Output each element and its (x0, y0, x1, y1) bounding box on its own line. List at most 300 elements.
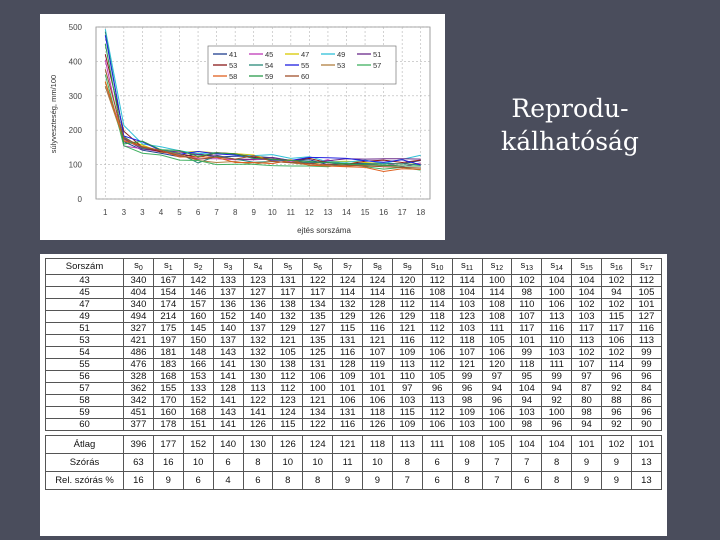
table-cell: 112 (273, 383, 303, 395)
table-cell: 101 (363, 371, 393, 383)
table-cell: 166 (183, 359, 213, 371)
table-cell: 16 (153, 454, 183, 472)
table-cell: 109 (333, 371, 363, 383)
table-cell: 87 (572, 383, 602, 395)
table-cell: 141 (213, 395, 243, 407)
x-tick-label: 10 (267, 208, 277, 217)
legend-entry: 53 (337, 61, 346, 70)
x-tick-label: 5 (177, 208, 182, 217)
table-cell: 112 (631, 275, 661, 287)
table-cell: 131 (303, 359, 333, 371)
table-cell: 108 (422, 287, 452, 299)
table-cell: 116 (542, 323, 572, 335)
table-cell: 111 (542, 359, 572, 371)
table-cell: 8 (303, 472, 333, 490)
x-tick-label: 17 (397, 208, 407, 217)
table-cell: 152 (213, 311, 243, 323)
column-header: $s_2$ (183, 259, 213, 275)
table-cell: 6 (243, 472, 273, 490)
table-cell: 104 (512, 383, 542, 395)
table-cell: 113 (392, 359, 422, 371)
table-cell: 140 (213, 323, 243, 335)
table-cell: 124 (363, 275, 393, 287)
legend-entry: 47 (301, 50, 310, 59)
table-cell: 160 (153, 407, 183, 419)
table-cell: 112 (422, 323, 452, 335)
x-tick-label: 1 (103, 208, 108, 217)
table-cell: 10 (303, 454, 333, 472)
table-cell: 96 (631, 371, 661, 383)
table-cell: 80 (572, 395, 602, 407)
table-cell: 102 (602, 299, 632, 311)
table-cell: 6 (183, 472, 213, 490)
table-cell: 154 (153, 287, 183, 299)
table-cell: 112 (392, 299, 422, 311)
table-cell: 113 (631, 335, 661, 347)
table-cell: 109 (392, 419, 422, 431)
table-row (46, 275, 662, 287)
table-cell: 116 (392, 287, 422, 299)
x-tick-label: 8 (232, 208, 238, 217)
row-label: 45 (46, 287, 124, 299)
slide-title-line-2: kálhatóság (501, 127, 639, 156)
table-cell: 153 (183, 371, 213, 383)
table-cell: 96 (452, 383, 482, 395)
row-label: 54 (46, 347, 124, 359)
table-cell: 404 (124, 287, 154, 299)
table-cell: 8 (273, 472, 303, 490)
table-cell: 129 (392, 311, 422, 323)
table-cell: 103 (452, 419, 482, 431)
table-cell: 96 (602, 371, 632, 383)
table-cell: 168 (183, 407, 213, 419)
table-cell: 8 (243, 454, 273, 472)
table-cell: 10 (363, 454, 393, 472)
table-cell: 112 (422, 335, 452, 347)
table-cell: 97 (572, 371, 602, 383)
table-cell: 110 (542, 335, 572, 347)
table-cell: 117 (303, 287, 333, 299)
slide-title (480, 92, 660, 158)
table-cell: 106 (422, 347, 452, 359)
table-cell: 377 (124, 419, 154, 431)
table-cell: 113 (572, 335, 602, 347)
column-header: $s_{10}$ (422, 259, 452, 275)
table-cell: 130 (243, 436, 273, 454)
table-cell: 86 (631, 395, 661, 407)
row-label: 57 (46, 383, 124, 395)
y-tick-label: 500 (68, 23, 82, 32)
table-cell: 107 (512, 311, 542, 323)
table-cell: 168 (153, 371, 183, 383)
x-tick-label: 16 (379, 208, 389, 217)
table-cell: 112 (422, 359, 452, 371)
table-cell: 133 (213, 275, 243, 287)
table-cell: 145 (183, 323, 213, 335)
table-cell: 103 (572, 311, 602, 323)
column-header: $s_{16}$ (602, 259, 632, 275)
table-cell: 132 (243, 335, 273, 347)
table-cell: 7 (482, 472, 512, 490)
table-cell: 328 (124, 371, 154, 383)
table-cell: 121 (363, 335, 393, 347)
row-label: Átlag (46, 436, 124, 454)
table-cell: 96 (602, 407, 632, 419)
table-cell: 118 (452, 335, 482, 347)
table-cell: 109 (392, 347, 422, 359)
table-cell: 113 (243, 383, 273, 395)
table-stat-row (46, 472, 662, 490)
table-cell: 123 (273, 395, 303, 407)
table-cell: 8 (392, 454, 422, 472)
table-cell: 9 (363, 472, 393, 490)
table-cell: 9 (333, 472, 363, 490)
legend-entry: 58 (229, 72, 238, 81)
table-cell: 9 (602, 472, 632, 490)
x-tick-label: 12 (304, 208, 314, 217)
table-cell: 129 (333, 311, 363, 323)
column-header: $s_1$ (153, 259, 183, 275)
table-cell: 116 (363, 323, 393, 335)
table-cell: 117 (273, 287, 303, 299)
table-cell: 102 (602, 436, 632, 454)
table-cell: 98 (572, 407, 602, 419)
table-cell: 123 (452, 311, 482, 323)
row-label: 58 (46, 395, 124, 407)
table-cell: 130 (243, 371, 273, 383)
x-tick-label: 15 (360, 208, 370, 217)
table-cell: 117 (602, 323, 632, 335)
table-cell: 160 (183, 311, 213, 323)
table-cell: 92 (542, 395, 572, 407)
table-cell: 107 (452, 347, 482, 359)
table-cell: 7 (392, 472, 422, 490)
table-cell: 97 (482, 371, 512, 383)
table-cell: 137 (243, 323, 273, 335)
table-cell: 105 (631, 287, 661, 299)
column-header: $s_5$ (273, 259, 303, 275)
table-cell: 115 (273, 419, 303, 431)
row-label: 43 (46, 275, 124, 287)
table-cell: 113 (422, 395, 452, 407)
table-cell: 142 (183, 275, 213, 287)
table-cell: 103 (542, 347, 572, 359)
legend-entry: 45 (265, 50, 274, 59)
table-cell: 105 (273, 347, 303, 359)
table-cell: 121 (452, 359, 482, 371)
table-cell: 120 (482, 359, 512, 371)
row-label: 59 (46, 407, 124, 419)
table-cell: 120 (392, 275, 422, 287)
table-cell: 105 (422, 371, 452, 383)
row-label: 47 (46, 299, 124, 311)
table-cell: 13 (631, 472, 661, 490)
y-axis-label: súlyveszteség, mm/100 (49, 74, 58, 154)
table-cell: 117 (572, 323, 602, 335)
table-cell: 127 (243, 287, 273, 299)
column-header: $s_4$ (243, 259, 273, 275)
column-header: $s_{13}$ (512, 259, 542, 275)
table-cell: 327 (124, 323, 154, 335)
table-cell: 181 (153, 347, 183, 359)
y-tick-label: 400 (68, 57, 82, 67)
table-cell: 134 (303, 299, 333, 311)
table-cell: 9 (153, 472, 183, 490)
table-cell: 131 (333, 335, 363, 347)
table-cell: 108 (482, 299, 512, 311)
slide-title-line-1: Reprodu- (511, 94, 629, 123)
table-cell: 129 (273, 323, 303, 335)
table-cell: 148 (183, 347, 213, 359)
table-cell: 103 (452, 299, 482, 311)
table-cell: 108 (452, 436, 482, 454)
legend-entry: 59 (265, 72, 274, 81)
table-cell: 98 (512, 419, 542, 431)
table-cell: 141 (213, 419, 243, 431)
table-cell: 177 (153, 436, 183, 454)
table-cell: 101 (631, 299, 661, 311)
table-cell: 167 (153, 275, 183, 287)
row-label: 49 (46, 311, 124, 323)
x-tick-label: 3 (121, 208, 127, 217)
table-cell: 114 (602, 359, 632, 371)
table-cell: 132 (273, 311, 303, 323)
row-label: 55 (46, 359, 124, 371)
table-cell: 141 (243, 407, 273, 419)
table-cell: 133 (183, 383, 213, 395)
table-cell: 63 (124, 454, 154, 472)
x-tick-label: 18 (416, 208, 426, 217)
table-cell: 362 (124, 383, 154, 395)
table-cell: 6 (422, 472, 452, 490)
table-cell: 110 (512, 299, 542, 311)
row-label: 51 (46, 323, 124, 335)
reproducibility-table (45, 258, 662, 490)
table-cell: 96 (542, 419, 572, 431)
table-cell: 109 (452, 407, 482, 419)
table-cell: 99 (631, 359, 661, 371)
table-cell: 123 (243, 275, 273, 287)
y-tick-label: 100 (68, 160, 82, 170)
table-cell: 136 (243, 299, 273, 311)
table-cell: 100 (482, 419, 512, 431)
table-cell: 96 (482, 395, 512, 407)
table-cell: 101 (363, 383, 393, 395)
table-cell: 106 (602, 335, 632, 347)
table-cell: 124 (333, 275, 363, 287)
row-label: Szórás (46, 454, 124, 472)
table-row (46, 311, 662, 323)
table-cell: 124 (303, 436, 333, 454)
table-cell: 102 (572, 299, 602, 311)
table-cell: 451 (124, 407, 154, 419)
table-cell: 94 (602, 287, 632, 299)
table-cell: 11 (333, 454, 363, 472)
table-cell: 138 (273, 299, 303, 311)
table-header-row (46, 259, 662, 275)
table-cell: 104 (452, 287, 482, 299)
legend-entry: 55 (301, 61, 310, 70)
table-cell: 100 (303, 383, 333, 395)
table-cell: 106 (482, 407, 512, 419)
table-cell: 170 (153, 395, 183, 407)
x-tick-label: 9 (251, 208, 256, 217)
y-tick-label: 200 (68, 126, 82, 136)
table-cell: 421 (124, 335, 154, 347)
table-cell: 118 (422, 311, 452, 323)
table-cell: 92 (602, 383, 632, 395)
table-cell: 92 (602, 419, 632, 431)
legend-entry: 53 (229, 61, 238, 70)
table-cell: 7 (512, 454, 542, 472)
y-tick-label: 300 (68, 91, 82, 101)
table-cell: 103 (452, 323, 482, 335)
table-cell: 197 (153, 335, 183, 347)
table-cell: 102 (602, 347, 632, 359)
table-cell: 94 (542, 383, 572, 395)
column-header: $s_{12}$ (482, 259, 512, 275)
table-cell: 10 (183, 454, 213, 472)
table-cell: 126 (243, 419, 273, 431)
table-cell: 9 (602, 454, 632, 472)
table-cell: 132 (333, 299, 363, 311)
table-cell: 101 (512, 335, 542, 347)
table-cell: 118 (512, 359, 542, 371)
table-stat-row (46, 436, 662, 454)
table-cell: 342 (124, 395, 154, 407)
table-cell: 107 (572, 359, 602, 371)
x-tick-label: 3 (140, 208, 145, 217)
row-label: Rel. szórás % (46, 472, 124, 490)
table-stat-row (46, 454, 662, 472)
legend-entry: 60 (301, 72, 310, 81)
table-corner-label: Sorszám (46, 259, 124, 275)
table-cell: 99 (631, 347, 661, 359)
table-cell: 95 (512, 371, 542, 383)
table-row (46, 287, 662, 299)
table-cell: 126 (363, 311, 393, 323)
row-label: 53 (46, 335, 124, 347)
line-chart-panel (40, 14, 445, 240)
table-cell: 110 (392, 371, 422, 383)
table-cell: 101 (631, 436, 661, 454)
table-cell: 340 (124, 299, 154, 311)
table-cell: 114 (333, 287, 363, 299)
table-cell: 150 (183, 335, 213, 347)
table-cell: 101 (333, 383, 363, 395)
table-cell: 103 (512, 407, 542, 419)
table-cell: 94 (572, 419, 602, 431)
table-cell: 131 (273, 275, 303, 287)
table-cell: 140 (243, 311, 273, 323)
table-cell: 122 (303, 275, 333, 287)
table-cell: 127 (631, 311, 661, 323)
table-cell: 112 (422, 407, 452, 419)
legend-entry: 54 (265, 61, 274, 70)
table-cell: 107 (363, 347, 393, 359)
table-cell: 98 (452, 395, 482, 407)
table-cell: 118 (363, 407, 393, 419)
table-cell: 117 (512, 323, 542, 335)
table-cell: 97 (392, 383, 422, 395)
table-cell: 151 (183, 419, 213, 431)
table-row (46, 347, 662, 359)
table-row (46, 323, 662, 335)
table-cell: 128 (333, 359, 363, 371)
table-cell: 99 (512, 347, 542, 359)
table-cell: 111 (482, 323, 512, 335)
table-cell: 396 (124, 436, 154, 454)
table-cell: 140 (213, 436, 243, 454)
table-cell: 104 (542, 275, 572, 287)
table-cell: 141 (213, 371, 243, 383)
table-cell: 100 (542, 287, 572, 299)
table-cell: 102 (512, 275, 542, 287)
table-cell: 124 (273, 407, 303, 419)
x-tick-label: 11 (286, 208, 295, 217)
table-row (46, 419, 662, 431)
table-cell: 175 (153, 323, 183, 335)
table-cell: 126 (273, 436, 303, 454)
table-cell: 8 (452, 472, 482, 490)
table-row (46, 383, 662, 395)
table-cell: 8 (542, 454, 572, 472)
table-cell: 116 (333, 419, 363, 431)
x-axis-label: ejtés sorszáma (297, 226, 351, 235)
table-cell: 8 (542, 472, 572, 490)
table-cell: 106 (482, 347, 512, 359)
table-cell: 103 (392, 395, 422, 407)
table-cell: 178 (153, 419, 183, 431)
table-cell: 4 (213, 472, 243, 490)
table-cell: 135 (303, 311, 333, 323)
table-cell: 113 (392, 436, 422, 454)
table-cell: 16 (124, 472, 154, 490)
legend-entry: 41 (229, 50, 238, 59)
legend-entry: 57 (373, 61, 382, 70)
table-cell: 116 (392, 335, 422, 347)
y-tick-label: 0 (77, 195, 82, 204)
table-cell: 132 (243, 347, 273, 359)
table-cell: 10 (273, 454, 303, 472)
table-cell: 114 (422, 299, 452, 311)
table-cell: 88 (602, 395, 632, 407)
table-cell: 486 (124, 347, 154, 359)
table-cell: 6 (213, 454, 243, 472)
table-cell: 116 (631, 323, 661, 335)
table-cell: 476 (124, 359, 154, 371)
table-cell: 131 (333, 407, 363, 419)
row-label: 56 (46, 371, 124, 383)
table-cell: 214 (153, 311, 183, 323)
table-row (46, 359, 662, 371)
table-cell: 9 (572, 472, 602, 490)
table-cell: 130 (243, 359, 273, 371)
table-cell: 101 (572, 436, 602, 454)
table-cell: 99 (452, 371, 482, 383)
x-tick-label: 13 (323, 208, 333, 217)
table-cell: 108 (482, 311, 512, 323)
table-cell: 137 (213, 335, 243, 347)
table-cell: 114 (452, 275, 482, 287)
column-header: $s_0$ (124, 259, 154, 275)
table-cell: 143 (213, 347, 243, 359)
table-cell: 90 (631, 419, 661, 431)
table-row (46, 395, 662, 407)
table-cell: 143 (213, 407, 243, 419)
table-cell: 106 (333, 395, 363, 407)
table-row (46, 335, 662, 347)
